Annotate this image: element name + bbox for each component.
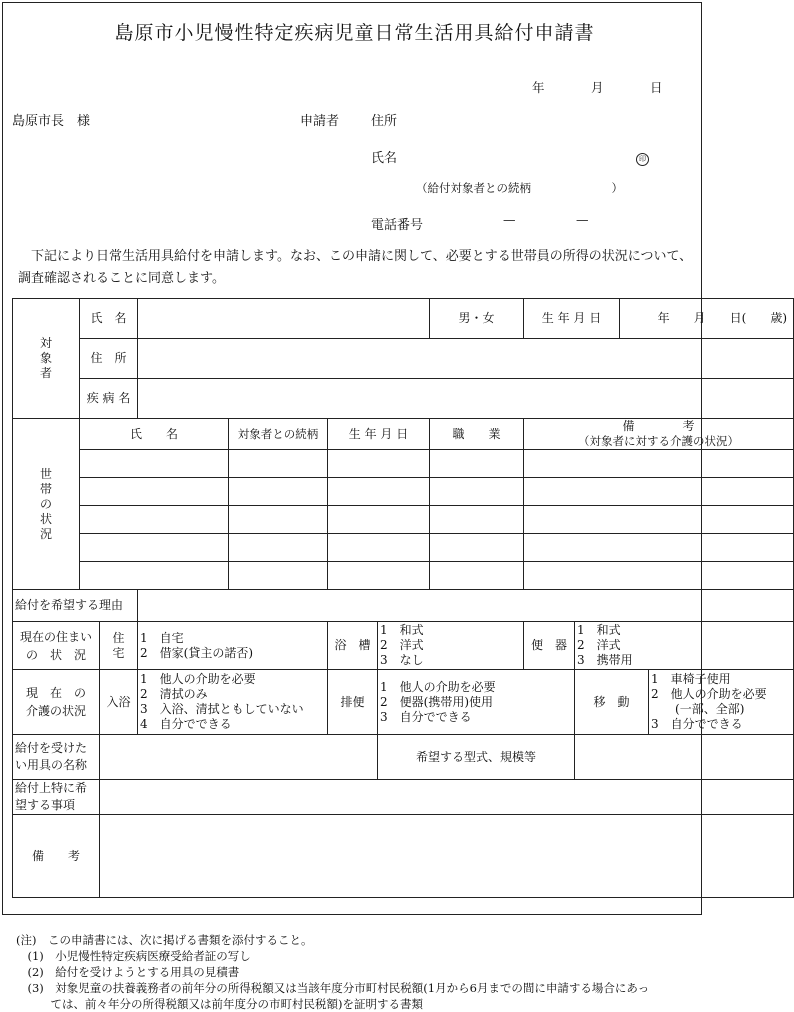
remarks-field[interactable]: [100, 815, 794, 898]
household-label: 世 帯 の 状 況: [13, 419, 80, 590]
applicant-name-label: 氏名: [371, 151, 398, 166]
special-request-label: 給付上特に希望する事項: [13, 780, 100, 815]
excretion-options[interactable]: 1 他人の介助を必要 2 便器(携帯用)使用 3 自分でできる: [378, 670, 575, 735]
note-line: (1) 小児慢性特定疾病医療受給者証の写し: [16, 949, 251, 963]
household-row: [13, 534, 794, 562]
household-col-occupation: 職 業: [430, 419, 524, 450]
excretion-label: 排便: [328, 670, 378, 735]
household-col-remarks: 備 考 （対象者に対する介護の状況）: [524, 419, 794, 450]
reason-label: 給付を希望する理由: [13, 590, 138, 622]
note-line: ては、前々年分の所得税額又は前年度分の市町村民税額)を証明する書類: [16, 997, 423, 1011]
notes: [16, 932, 649, 1012]
subject-name-field[interactable]: [138, 299, 430, 339]
date-month: 月: [591, 80, 604, 95]
housing-label: 住 宅: [100, 622, 138, 670]
phone-dash-2: —: [576, 212, 589, 227]
living-label: 現在の住まい の 状 況: [13, 622, 100, 670]
special-request-field[interactable]: [100, 780, 794, 815]
bath-label: 浴 槽: [328, 622, 378, 670]
form-title: 島原市小児慢性特定疾病児童日常生活用具給付申請書: [114, 22, 595, 44]
household-row: [13, 562, 794, 590]
subject-birthdate-field[interactable]: 年 月 日( 歳): [620, 299, 794, 339]
movement-options[interactable]: 1 車椅子使用 2 他人の介助を必要 (一部、全部) 3 自分でできる: [649, 670, 794, 735]
subject-label: 対 象 者: [13, 299, 80, 419]
subject-address-label: 住 所: [80, 339, 138, 379]
subject-disease-field[interactable]: [138, 379, 794, 419]
recipient: 島原市長 様: [12, 114, 91, 129]
bath-options[interactable]: 1 和式 2 洋式 3 なし: [378, 622, 524, 670]
household-row: [13, 450, 794, 478]
item-name-field[interactable]: [100, 735, 378, 780]
care-label: 現 在 の 介護の状況: [13, 670, 100, 735]
applicant-address-label: 住所: [371, 114, 398, 129]
seal-icon: 印: [636, 153, 649, 166]
note-line: (注) この申請書には、次に掲げる書類を添付すること。: [16, 933, 313, 947]
household-row: [13, 506, 794, 534]
toilet-options[interactable]: 1 和式 2 洋式 3 携帯用: [575, 622, 794, 670]
application-table: [12, 298, 794, 898]
date-year: 年: [532, 80, 545, 95]
note-line: (3) 対象児童の扶養義務者の前年分の所得税額又は当該年度分市町村民税額(1月から6月までの間に申請する場合にあっ: [16, 981, 650, 995]
applicant-phone-label: 電話番号: [371, 218, 424, 233]
housing-options[interactable]: 1 自宅 2 借家(貸主の諾否): [138, 622, 328, 670]
intro-paragraph: 下記により日常生活用具給付を申請します。なお、この申請に関して、必要とする世帯員の所得の状況について、調査確認されることに同意します。: [18, 249, 693, 286]
model-label: 希望する型式、規模等: [378, 735, 575, 780]
date-day: 日: [650, 80, 663, 95]
subject-birthdate-label: 生 年 月 日: [524, 299, 620, 339]
applicant-relation: （給付対象者との続柄 ）: [416, 181, 623, 195]
household-row: [13, 478, 794, 506]
household-col-relation: 対象者との続柄: [229, 419, 328, 450]
seal-mark: [636, 149, 649, 166]
phone-dash-1: —: [503, 212, 516, 227]
subject-gender[interactable]: 男・女: [430, 299, 524, 339]
applicant-label: 申請者: [300, 114, 340, 129]
toilet-label: 便 器: [524, 622, 575, 670]
bathing-options[interactable]: 1 他人の介助を必要 2 清拭のみ 3 入浴、清拭ともしていない 4 自分でできる: [138, 670, 328, 735]
subject-disease-label: 疾 病 名: [80, 379, 138, 419]
bathing-label: 入浴: [100, 670, 138, 735]
subject-address-field[interactable]: [138, 339, 794, 379]
household-col-name: 氏 名: [80, 419, 229, 450]
note-line: (2) 給付を受けようとする用具の見積書: [16, 965, 240, 979]
item-name-label: 給付を受けたい用具の名称: [13, 735, 100, 780]
household-col-birthdate: 生 年 月 日: [328, 419, 430, 450]
remarks-label: 備 考: [13, 815, 100, 898]
subject-name-label: 氏 名: [80, 299, 138, 339]
model-field[interactable]: [575, 735, 794, 780]
reason-field[interactable]: [138, 590, 794, 622]
movement-label: 移 動: [575, 670, 649, 735]
